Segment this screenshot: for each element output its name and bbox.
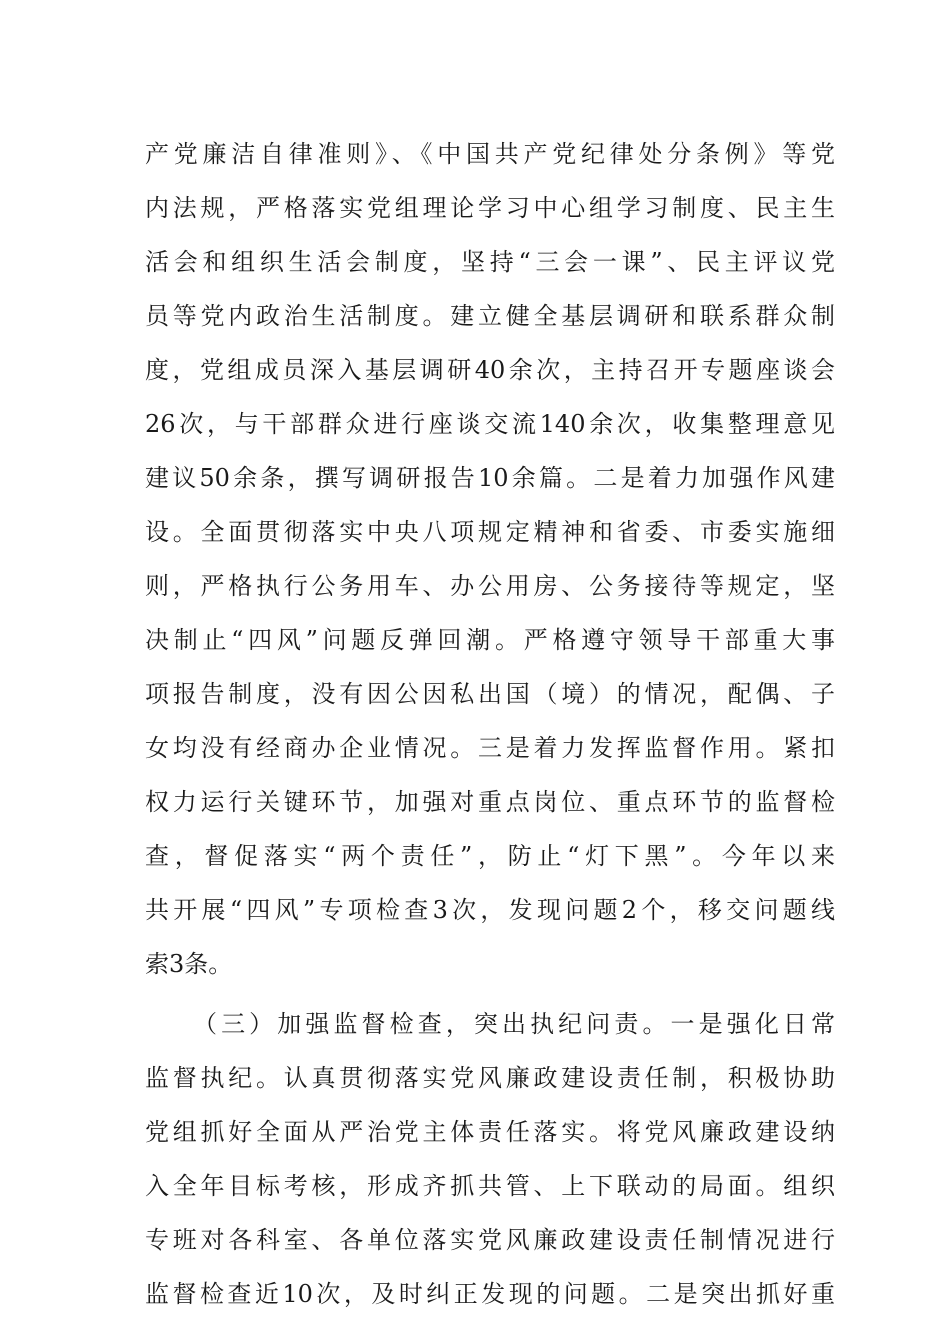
text-line: 则，严格执行公务用车、办公用房、公务接待等规定，坚 [145,572,835,600]
text-line: 党组抓好全面从严治党主体责任落实。将党风廉政建设纳 [145,1118,835,1146]
text-line: 活会和组织生活会制度，坚持“三会一课”、民主评议党 [145,248,835,276]
document-body [145,127,835,1321]
text-line: 产党廉洁自律准则》、《中国共产党纪律处分条例》等党 [145,140,835,168]
text-line: 建议50余条，撰写调研报告10余篇。二是着力加强作风建 [145,464,835,492]
text-line: 度，党组成员深入基层调研40余次，主持召开专题座谈会 [145,356,835,384]
text-line: 女均没有经商办企业情况。三是着力发挥监督作用。紧扣 [145,734,835,762]
text-line: 入全年目标考核，形成齐抓共管、上下联动的局面。组织 [145,1172,835,1200]
text-line: 查，督促落实“两个责任”，防止“灯下黑”。今年以来 [145,842,835,870]
text-line: 监督执纪。认真贯彻落实党风廉政建设责任制，积极协助 [145,1064,835,1092]
paragraph-2 [145,997,835,1321]
text-line: 决制止“四风”问题反弹回潮。严格遵守领导干部重大事 [145,626,835,654]
text-line: 26次，与干部群众进行座谈交流140余次，收集整理意见 [145,410,835,438]
paragraph-1 [145,127,835,991]
text-line: 员等党内政治生活制度。建立健全基层调研和联系群众制 [145,302,835,330]
text-line: （三）加强监督检查，突出执纪问责。一是强化日常 [193,1010,835,1038]
text-line: 项报告制度，没有因公因私出国（境）的情况，配偶、子 [145,680,835,708]
text-line: 专班对各科室、各单位落实党风廉政建设责任制情况进行 [145,1226,835,1254]
text-line: 共开展“四风”专项检查3次，发现问题2个，移交问题线 [145,896,835,924]
text-line: 监督检查近10次，及时纠正发现的问题。二是突出抓好重 [145,1280,835,1308]
text-line: 设。全面贯彻落实中央八项规定精神和省委、市委实施细 [145,518,835,546]
text-line: 内法规，严格落实党组理论学习中心组学习制度、民主生 [145,194,835,222]
text-line: 权力运行关键环节，加强对重点岗位、重点环节的监督检 [145,788,835,816]
text-line: 索3条。 [145,950,233,978]
